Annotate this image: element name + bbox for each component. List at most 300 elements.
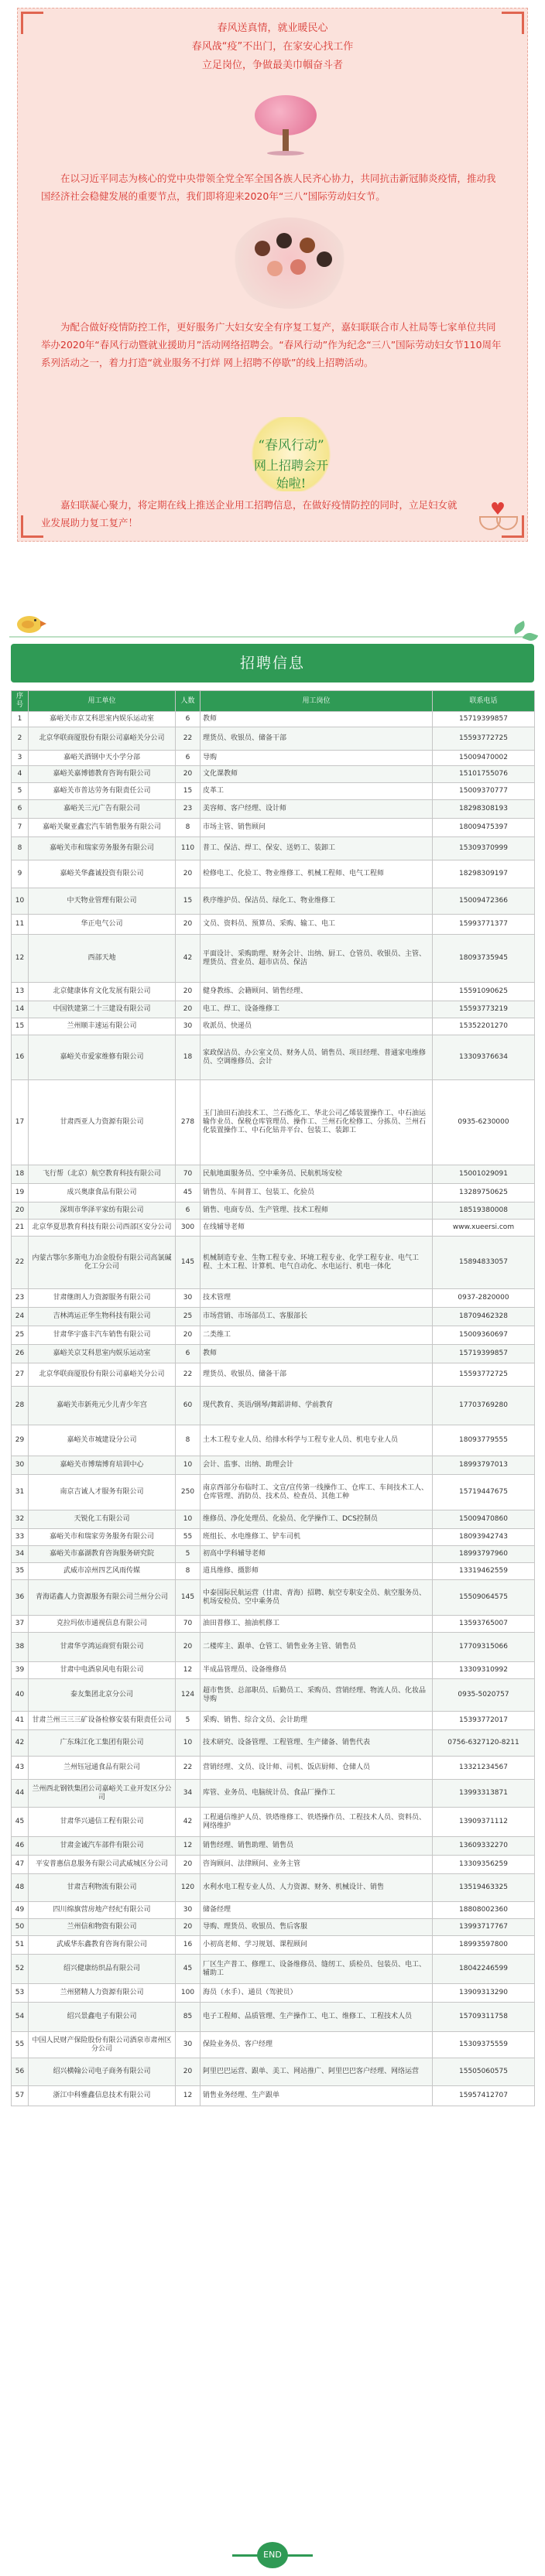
row-index: 46 <box>12 1837 29 1856</box>
positions: 导购 <box>201 751 433 766</box>
contact-phone[interactable]: 13319462559 <box>433 1563 535 1580</box>
headcount: 30 <box>176 2032 201 2058</box>
positions: 教师 <box>201 712 433 727</box>
headcount: 60 <box>176 1387 201 1425</box>
row-index: 20 <box>12 1202 29 1220</box>
contact-phone[interactable]: 15894833057 <box>433 1237 535 1289</box>
headcount: 30 <box>176 1902 201 1919</box>
row-index: 16 <box>12 1035 29 1080</box>
positions: 小初高老师、学习规划、课程顾问 <box>201 1936 433 1955</box>
headcount: 20 <box>176 915 201 935</box>
table-row <box>12 1345 535 1363</box>
headcount: 85 <box>176 2003 201 2032</box>
employer-name: 北京健康体育文化发展有限公司 <box>29 983 176 1001</box>
employer-name: 中国铁建第二十三建设有限公司 <box>29 1001 176 1018</box>
headcount: 20 <box>176 766 201 783</box>
table-row <box>12 1730 535 1757</box>
contact-phone[interactable]: 15593773219 <box>433 1001 535 1018</box>
table-row <box>12 1563 535 1580</box>
row-index: 35 <box>12 1563 29 1580</box>
contact-phone[interactable]: 18093942743 <box>433 1529 535 1546</box>
row-index: 40 <box>12 1679 29 1712</box>
table-row <box>12 1874 535 1902</box>
contact-phone[interactable]: 18298308193 <box>433 800 535 819</box>
headcount: 20 <box>176 1001 201 1018</box>
table-row <box>12 915 535 935</box>
headcount: 45 <box>176 1955 201 1984</box>
employer-name: 中国人民财产保险股份有限公司酒泉市肃州区分公司 <box>29 2032 176 2058</box>
table-row <box>12 1856 535 1874</box>
contact-phone[interactable]: 13309356259 <box>433 1856 535 1874</box>
positions: 海员（水手）、通员（驾驶员） <box>201 1984 433 2003</box>
table-header-row <box>12 691 535 712</box>
positions: 会计、监事、出纳、助理会计 <box>201 1456 433 1475</box>
row-index: 48 <box>12 1874 29 1902</box>
positions: 中泰国际民航运营（甘肃、青海）招聘、航空专职安全员、航空服务员、机场安检员、空中乘务员 <box>201 1580 433 1616</box>
row-index: 54 <box>12 2003 29 2032</box>
contact-phone[interactable]: 17709315066 <box>433 1633 535 1662</box>
contact-phone[interactable]: 13909313290 <box>433 1984 535 2003</box>
row-index: 7 <box>12 819 29 837</box>
contact-phone[interactable]: 15001029091 <box>433 1165 535 1184</box>
leaf-icon <box>512 621 528 635</box>
positions: 南京西部分布临时工、文宣/宣传第一线操作工、仓库工、车间技术工人、仓库管理、消防员、技术员、检查员、其他工种 <box>201 1475 433 1510</box>
corner-decoration <box>502 12 524 34</box>
contact-phone[interactable]: 13609332270 <box>433 1837 535 1856</box>
headcount: 22 <box>176 1757 201 1780</box>
employer-name: 四川绵旗营房地产经纪有限公司 <box>29 1902 176 1919</box>
contact-phone[interactable]: 18093779555 <box>433 1425 535 1456</box>
row-index: 1 <box>12 712 29 727</box>
headcount: 20 <box>176 860 201 888</box>
positions: 道具维修、摄影师 <box>201 1563 433 1580</box>
contact-phone[interactable]: 18009475397 <box>433 819 535 837</box>
contact-phone[interactable]: 18808002360 <box>433 1902 535 1919</box>
contact-phone[interactable]: 15719399857 <box>433 1345 535 1363</box>
contact-phone[interactable]: 15509064575 <box>433 1580 535 1616</box>
row-index: 17 <box>12 1080 29 1165</box>
row-index: 47 <box>12 1856 29 1874</box>
row-index: 56 <box>12 2058 29 2086</box>
headcount: 20 <box>176 1856 201 1874</box>
section-title: 招聘信息 <box>11 644 534 682</box>
banner-line-2: 网上招聘会开始啦! <box>253 458 328 491</box>
row-index: 26 <box>12 1345 29 1363</box>
row-index: 6 <box>12 800 29 819</box>
contact-phone[interactable]: 15009470860 <box>433 1510 535 1529</box>
positions: 销售业务经理、生产跟单 <box>201 2086 433 2106</box>
contact-phone[interactable]: 15719399857 <box>433 712 535 727</box>
employer-name: 天锐化工有限公司 <box>29 1510 176 1529</box>
contact-phone[interactable]: 13519463325 <box>433 1874 535 1902</box>
positions: 库管、业务员、电脑统计员、食品厂操作工 <box>201 1780 433 1808</box>
contact-phone[interactable]: 18993797960 <box>433 1546 535 1563</box>
contact-phone[interactable]: 18042246599 <box>433 1955 535 1984</box>
employer-name: 吉林鸿运正华生物科技有限公司 <box>29 1308 176 1326</box>
row-index: 28 <box>12 1387 29 1425</box>
table-row <box>12 1633 535 1662</box>
employer-name: 武威华东鑫教育咨询有限公司 <box>29 1936 176 1955</box>
row-index: 45 <box>12 1808 29 1837</box>
table-row <box>12 1529 535 1546</box>
row-index: 3 <box>12 751 29 766</box>
contact-phone[interactable]: 0935-6230000 <box>433 1080 535 1165</box>
contact-phone[interactable]: 0756-6327120-8211 <box>433 1730 535 1757</box>
leaf-icon <box>523 631 538 643</box>
employer-name: 西部天地 <box>29 935 176 983</box>
contact-phone[interactable]: 0937-2820000 <box>433 1289 535 1308</box>
positions: 二楼库主、跟单、仓管工、销售业务主管、销售员 <box>201 1633 433 1662</box>
contact-phone[interactable]: 15993771377 <box>433 915 535 935</box>
table-row <box>12 888 535 915</box>
contact-phone[interactable]: 15719447675 <box>433 1475 535 1510</box>
positions: 采购、销售、综合文员、会计助理 <box>201 1712 433 1730</box>
recruitment-banner <box>250 417 332 491</box>
banner-line-1: “春风行动” <box>258 438 324 453</box>
table-row <box>12 1984 535 2003</box>
contact-phone[interactable]: 13289750625 <box>433 1184 535 1202</box>
employer-name: 嘉峪关京艾科思室内娱乐运动室 <box>29 1345 176 1363</box>
positions: 咨询顾问、法律顾问、业务主管 <box>201 1856 433 1874</box>
contact-phone[interactable]: 13993313871 <box>433 1780 535 1808</box>
headcount: 12 <box>176 1837 201 1856</box>
headcount: 22 <box>176 727 201 751</box>
employer-name: 嘉峪关聚亚鑫宏汽车销售服务有限公司 <box>29 819 176 837</box>
poem-line: 春风战“疫”不出门，在家安心找工作 <box>191 41 354 53</box>
table-row <box>12 751 535 766</box>
row-index: 22 <box>12 1237 29 1289</box>
headcount: 20 <box>176 2058 201 2086</box>
row-index: 49 <box>12 1902 29 1919</box>
employer-name: 嘉峪关嘉博德教育咨询有限公司 <box>29 766 176 783</box>
headcount: 20 <box>176 1633 201 1662</box>
headcount: 5 <box>176 1546 201 1563</box>
contact-phone[interactable]: www.xueersi.com <box>433 1220 535 1237</box>
employer-name: 广东珠江化工集团有限公司 <box>29 1730 176 1757</box>
headcount: 6 <box>176 1202 201 1220</box>
positions: 超市售货、总部职员、后勤员工、采购员、营销经理、物流人员、化妆品导购 <box>201 1679 433 1712</box>
headcount: 23 <box>176 800 201 819</box>
contact-phone[interactable]: 15009470002 <box>433 751 535 766</box>
positions: 文员、资料员、预算员、采购、输工、电工 <box>201 915 433 935</box>
row-index: 10 <box>12 888 29 915</box>
employer-name: 飞行帮（北京）航空教育科技有限公司 <box>29 1165 176 1184</box>
contact-phone[interactable]: 18709462328 <box>433 1308 535 1326</box>
women-group-illustration <box>231 217 348 309</box>
headcount: 10 <box>176 1456 201 1475</box>
headcount: 10 <box>176 1730 201 1757</box>
employer-name: 武威市凉州四艺风雨传媒 <box>29 1563 176 1580</box>
employer-name: 内蒙古鄂尔多斯电力冶金股份有限公司高氯碱化工分公司 <box>29 1237 176 1289</box>
headcount: 15 <box>176 888 201 915</box>
row-index: 12 <box>12 935 29 983</box>
row-index: 42 <box>12 1730 29 1757</box>
row-index: 11 <box>12 915 29 935</box>
headcount: 124 <box>176 1679 201 1712</box>
headcount: 70 <box>176 1165 201 1184</box>
row-index: 14 <box>12 1001 29 1018</box>
row-index: 43 <box>12 1757 29 1780</box>
row-index: 39 <box>12 1662 29 1679</box>
bird-icon <box>14 611 48 636</box>
row-index: 37 <box>12 1616 29 1633</box>
table-row <box>12 1326 535 1345</box>
positions: 理货员、收银员、储备干部 <box>201 1363 433 1387</box>
table-row <box>12 1425 535 1456</box>
positions: 理货员、收银员、储备干部 <box>201 727 433 751</box>
table-row <box>12 1837 535 1856</box>
contact-phone[interactable]: 15009472366 <box>433 888 535 915</box>
table-row <box>12 2086 535 2106</box>
contact-phone[interactable]: 17703769280 <box>433 1387 535 1425</box>
positions: 检修电工、化验工、物业维修工、机械工程师、电气工程师 <box>201 860 433 888</box>
table-row <box>12 1808 535 1837</box>
headcount: 30 <box>176 1018 201 1035</box>
headcount: 145 <box>176 1237 201 1289</box>
contact-phone[interactable]: 15352201270 <box>433 1018 535 1035</box>
headcount: 8 <box>176 1425 201 1456</box>
contact-phone[interactable]: 15709311758 <box>433 2003 535 2032</box>
table-row <box>12 1289 535 1308</box>
employer-name: 嘉峪关酒钢中天小学分部 <box>29 751 176 766</box>
contact-phone[interactable]: 15593772725 <box>433 727 535 751</box>
positions: 市场营销、市场部员工、客服部长 <box>201 1308 433 1326</box>
employer-name: 北京华夏思教育科技有限公司西部区安分公司 <box>29 1220 176 1237</box>
table-row <box>12 1001 535 1018</box>
table-row <box>12 727 535 751</box>
headcount: 8 <box>176 1563 201 1580</box>
employer-name: 甘肃继朗人力资源服务有限公司 <box>29 1289 176 1308</box>
contact-phone[interactable]: 13309310992 <box>433 1662 535 1679</box>
headcount: 20 <box>176 1326 201 1345</box>
headcount: 70 <box>176 1616 201 1633</box>
table-row <box>12 1902 535 1919</box>
table-row <box>12 783 535 800</box>
employer-name: 兰州顺丰速运有限公司 <box>29 1018 176 1035</box>
table-row <box>12 1220 535 1237</box>
row-index: 33 <box>12 1529 29 1546</box>
positions: 电工、焊工、设备维修工 <box>201 1001 433 1018</box>
employer-name: 嘉峪关市京艾科思室内娱乐运动室 <box>29 712 176 727</box>
row-index: 27 <box>12 1363 29 1387</box>
row-index: 51 <box>12 1936 29 1955</box>
positions: 维修员、净化处理员、化验员、化学操作工、DCS控制员 <box>201 1510 433 1529</box>
positions: 厂区生产普工、修理工、设备维修员、缝纫工、质检员、包装员、电工、辅助工 <box>201 1955 433 1984</box>
table-row <box>12 1679 535 1712</box>
table-row <box>12 1080 535 1165</box>
positions: 导购、理货员、收银员、售后客服 <box>201 1919 433 1936</box>
column-header: 序号 <box>12 691 29 712</box>
poem-line: 立足岗位，争做最美巾帼奋斗者 <box>201 60 343 71</box>
contact-phone[interactable]: 15101755076 <box>433 766 535 783</box>
divider <box>9 636 536 638</box>
employer-name: 泰友集团北京分公司 <box>29 1679 176 1712</box>
positions: 保险业务员、客户经理 <box>201 2032 433 2058</box>
employer-name: 嘉峪关市和瑞家劳务服务有限公司 <box>29 837 176 860</box>
positions: 销售经理、销售助理、销售员 <box>201 1837 433 1856</box>
row-index: 5 <box>12 783 29 800</box>
recruitment-table <box>11 690 535 2106</box>
poem-line: 春风送真情，就业暖民心 <box>217 22 328 34</box>
headcount: 110 <box>176 837 201 860</box>
headcount: 15 <box>176 783 201 800</box>
table-row <box>12 1184 535 1202</box>
row-index: 13 <box>12 983 29 1001</box>
contact-phone[interactable]: 0935-5020757 <box>433 1679 535 1712</box>
contact-phone[interactable]: 18993597800 <box>433 1936 535 1955</box>
column-header: 用工岗位 <box>201 691 433 712</box>
employer-name: 绍兴景鑫电子有限公司 <box>29 2003 176 2032</box>
table-row <box>12 1780 535 1808</box>
table-row <box>12 1580 535 1616</box>
employer-name: 嘉峪关市普达劳务有限责任公司 <box>29 783 176 800</box>
employer-name: 甘肃金诚汽车部件有限公司 <box>29 1837 176 1856</box>
row-index: 53 <box>12 1984 29 2003</box>
table-row <box>12 983 535 1001</box>
headcount: 18 <box>176 1035 201 1080</box>
positions: 教师 <box>201 1345 433 1363</box>
table-row <box>12 2032 535 2058</box>
positions: 民航地面服务员、空中乘务员、民航机场安检 <box>201 1165 433 1184</box>
row-index: 31 <box>12 1475 29 1510</box>
positions: 电子工程师、品质管理、生产操作工、电工、维修工、工程技术人员 <box>201 2003 433 2032</box>
table-row <box>12 2058 535 2086</box>
headcount: 30 <box>176 1289 201 1308</box>
positions: 销售、电商专员、生产管理、技术工程师 <box>201 1202 433 1220</box>
table-row <box>12 837 535 860</box>
contact-phone[interactable]: 13993717767 <box>433 1919 535 1936</box>
contact-phone[interactable]: 13321234567 <box>433 1757 535 1780</box>
employer-name: 甘肃华宇盛丰汽车销售有限公司 <box>29 1326 176 1345</box>
contact-phone[interactable]: 15309370999 <box>433 837 535 860</box>
row-index: 41 <box>12 1712 29 1730</box>
employer-name: 中天物业管理有限公司 <box>29 888 176 915</box>
positions: 皮革工 <box>201 783 433 800</box>
contact-phone[interactable]: 18298309197 <box>433 860 535 888</box>
positions: 班组长、水电维修工、铲车司机 <box>201 1529 433 1546</box>
contact-phone[interactable]: 15505060575 <box>433 2058 535 2086</box>
table-row <box>12 1387 535 1425</box>
contact-phone[interactable]: 15009360697 <box>433 1326 535 1345</box>
headcount: 12 <box>176 2086 201 2106</box>
table-row <box>12 1510 535 1529</box>
contact-phone[interactable]: 15591090625 <box>433 983 535 1001</box>
positions: 市场主管、销售顾问 <box>201 819 433 837</box>
headcount: 34 <box>176 1780 201 1808</box>
positions: 现代教育、英语/钢琴/舞蹈讲师、学前教育 <box>201 1387 433 1425</box>
positions: 油田普修工、抽油机修工 <box>201 1616 433 1633</box>
contact-phone[interactable]: 18993797013 <box>433 1456 535 1475</box>
positions: 初高中学科辅导老师 <box>201 1546 433 1563</box>
employer-name: 绍兴横翰公司电子商务有限公司 <box>29 2058 176 2086</box>
corner-decoration <box>21 12 43 34</box>
headcount: 42 <box>176 935 201 983</box>
table-row <box>12 860 535 888</box>
employer-name: 嘉峪关三元广告有限公司 <box>29 800 176 819</box>
employer-name: 兰州猪精人力资源有限公司 <box>29 1984 176 2003</box>
row-index: 34 <box>12 1546 29 1563</box>
contact-phone[interactable]: 18519380008 <box>433 1202 535 1220</box>
employer-name: 南京吉诚人才服务有限公司 <box>29 1475 176 1510</box>
employer-name: 嘉峪关市嘉湖教育咨询服务研究院 <box>29 1546 176 1563</box>
headcount: 145 <box>176 1580 201 1616</box>
end-label: END <box>257 2542 288 2568</box>
headcount: 6 <box>176 1345 201 1363</box>
row-index: 9 <box>12 860 29 888</box>
row-index: 52 <box>12 1955 29 1984</box>
positions: 工程通信维护人员、铁塔维修工、铁塔操作员、工程技术人员、资料员、网络维护 <box>201 1808 433 1837</box>
row-index: 36 <box>12 1580 29 1616</box>
employer-name: 嘉峪关华鑫诚投资有限公司 <box>29 860 176 888</box>
row-index: 57 <box>12 2086 29 2106</box>
intro-panel <box>17 8 528 542</box>
row-index: 4 <box>12 766 29 783</box>
contact-phone[interactable]: 15393772017 <box>433 1712 535 1730</box>
table-row <box>12 1202 535 1220</box>
headcount: 250 <box>176 1475 201 1510</box>
employer-name: 华正电气公司 <box>29 915 176 935</box>
contact-phone[interactable]: 15957412707 <box>433 2086 535 2106</box>
table-row <box>12 1955 535 1984</box>
table-row <box>12 2003 535 2032</box>
table-row <box>12 712 535 727</box>
positions: 秩序维护员、保洁员、绿化工、物业维修工 <box>201 888 433 915</box>
contact-phone[interactable]: 15593772725 <box>433 1363 535 1387</box>
contact-phone[interactable]: 13909371112 <box>433 1808 535 1837</box>
contact-phone[interactable]: 15009370777 <box>433 783 535 800</box>
headcount: 300 <box>176 1220 201 1237</box>
contact-phone[interactable]: 15309375559 <box>433 2032 535 2058</box>
table-row <box>12 1363 535 1387</box>
employer-name: 嘉峪关市城建设分公司 <box>29 1425 176 1456</box>
headcount: 20 <box>176 983 201 1001</box>
headcount: 120 <box>176 1874 201 1902</box>
headcount: 55 <box>176 1529 201 1546</box>
headcount: 16 <box>176 1936 201 1955</box>
row-index: 2 <box>12 727 29 751</box>
row-index: 55 <box>12 2032 29 2058</box>
row-index: 29 <box>12 1425 29 1456</box>
positions: 文化课教师 <box>201 766 433 783</box>
table-row <box>12 1712 535 1730</box>
row-index: 25 <box>12 1326 29 1345</box>
contact-phone[interactable]: 13593765007 <box>433 1616 535 1633</box>
row-index: 32 <box>12 1510 29 1529</box>
employer-name: 甘肃中电酒泉风电有限公司 <box>29 1662 176 1679</box>
positions: 收派员、快递员 <box>201 1018 433 1035</box>
intro-paragraph-1: 在以习近平同志为核心的党中央带领全党全军全国各族人民齐心协力，共同抗击新冠肺炎疫情，推动我国经济社会稳健发展的重要节点，我们即将迎来2020年“三八”国际劳动妇女节。 <box>41 173 496 202</box>
column-header: 人数 <box>176 691 201 712</box>
contact-phone[interactable]: 13309376634 <box>433 1035 535 1080</box>
positions: 健身教练、会籍顾问、销售经理、 <box>201 983 433 1001</box>
positions: 在线辅导老师 <box>201 1220 433 1237</box>
table-row <box>12 935 535 983</box>
headcount: 100 <box>176 1984 201 2003</box>
positions: 普工、保洁、焊工、保安、送奶工、装卸工 <box>201 837 433 860</box>
employer-name: 深圳市华泽平家纺有限公司 <box>29 1202 176 1220</box>
contact-phone[interactable]: 18093735945 <box>433 935 535 983</box>
employer-name: 兰州信和物资有限公司 <box>29 1919 176 1936</box>
headcount: 12 <box>176 1662 201 1679</box>
positions: 美容师、客户经理、设计师 <box>201 800 433 819</box>
headcount: 10 <box>176 1510 201 1529</box>
table-row <box>12 766 535 783</box>
employer-name: 北京华联商厦股份有限公司嘉峪关分公司 <box>29 1363 176 1387</box>
headcount: 6 <box>176 712 201 727</box>
row-index: 50 <box>12 1919 29 1936</box>
table-row <box>12 1662 535 1679</box>
column-header: 用工单位 <box>29 691 176 712</box>
